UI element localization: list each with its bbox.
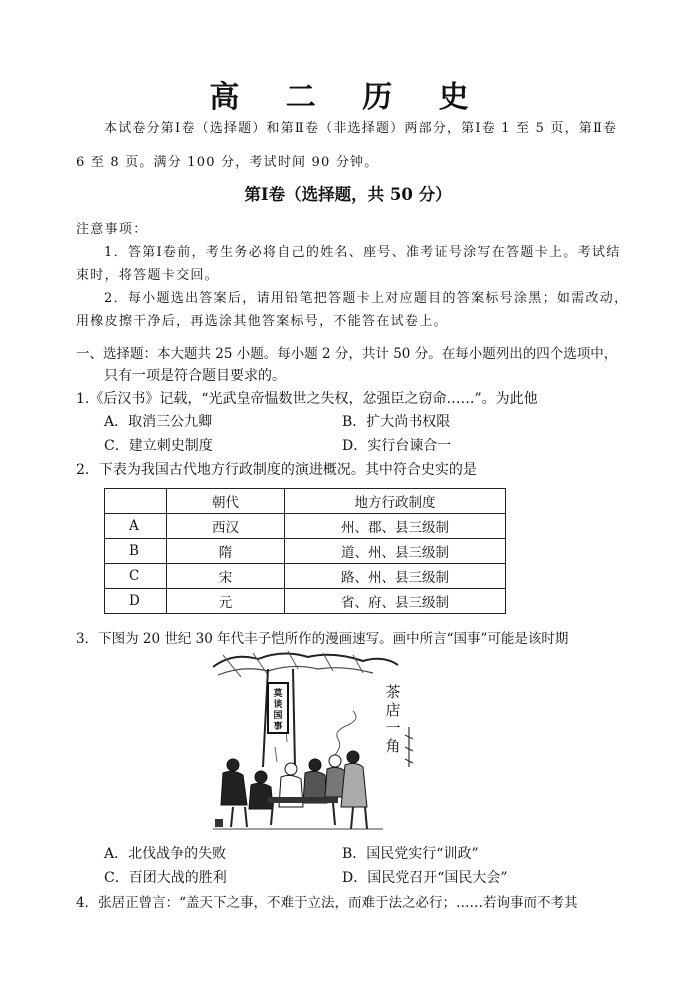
table-cell: C xyxy=(105,564,167,589)
table-cell: 道、州、县三级制 xyxy=(285,539,506,564)
question-1-option-b: B．扩大尚书权限 xyxy=(342,414,451,430)
table-cell: 元 xyxy=(167,589,285,614)
question-1-option-a: A．取消三公九卿 xyxy=(104,414,213,430)
part1-title: 第Ⅰ卷（选择题，共 50 分） xyxy=(244,185,452,204)
question-1-option-d: D．实行台谏合一 xyxy=(342,438,452,454)
cartoon-illustration xyxy=(213,647,423,837)
table-cell: B xyxy=(105,539,167,564)
table-cell: 路、州、县三级制 xyxy=(285,564,506,589)
notice-heading: 注意事项： xyxy=(76,222,148,237)
question-3-option-d: D．国民党召开“国民大会” xyxy=(342,870,508,886)
table-header-cell xyxy=(105,489,167,514)
seal-stamp xyxy=(215,819,223,827)
question-1-stem: 1.《后汉书》记载，“光武皇帝愠数世之失权，忿强臣之窃命……”。为此他 xyxy=(76,391,538,407)
caption-char: 一 xyxy=(385,719,401,737)
sign-char: 国 xyxy=(273,711,283,721)
question-3-stem: 3．下图为 20 世纪 30 年代丰子恺所作的漫画速写。画中所言“国事”可能是该时期 xyxy=(76,631,569,647)
table-header-cell: 朝代 xyxy=(167,489,285,514)
question-3-option-b: B．国民党实行“训政” xyxy=(342,846,479,862)
table-row xyxy=(105,514,506,539)
table-cell: 西汉 xyxy=(167,514,285,539)
caption-char: 店 xyxy=(385,701,401,719)
caption-char: 茶 xyxy=(385,683,401,701)
cartoon-sign xyxy=(273,687,282,732)
intro-line-1: 本试卷分第Ⅰ卷（选择题）和第Ⅱ卷（非选择题）两部分，第Ⅰ卷 1 至 5 页，第Ⅱ卷 xyxy=(104,121,618,136)
notice-2-line-2: 用橡皮擦干净后，再选涂其他答案标号，不能答在试卷上。 xyxy=(76,314,448,329)
table-cell: 省、府、县三级制 xyxy=(285,589,506,614)
table-header-row xyxy=(105,489,506,514)
table-cell: 隋 xyxy=(167,539,285,564)
section1-line-1: 一、选择题：本大题共 25 小题。每小题 2 分，共计 50 分。在每小题列出的四个选项中， xyxy=(76,346,618,362)
table-header-cell: 地方行政制度 xyxy=(285,489,506,514)
section1-line-2: 只有一项是符合题目要求的。 xyxy=(104,368,286,384)
table-cell: 州、郡、县三级制 xyxy=(285,514,506,539)
notice-2-line-1: 2．每小题选出答案后，请用铅笔把答题卡上对应题目的答案标号涂黑；如需改动， xyxy=(104,291,629,306)
question-2-stem: 2．下表为我国古代地方行政制度的演进概况。其中符合史实的是 xyxy=(76,462,477,478)
cartoon-caption xyxy=(385,683,400,755)
signature-mark xyxy=(405,727,413,767)
sign-char: 谈 xyxy=(273,700,283,710)
table-row xyxy=(105,539,506,564)
admin-system-table xyxy=(104,488,506,614)
question-4-stem: 4．张居正曾言：“盖天下之事，不难于立法，而难于法之必行；……若询事而不考其 xyxy=(76,895,578,911)
sign-char: 事 xyxy=(273,722,283,732)
table-cell: 宋 xyxy=(167,564,285,589)
table-row xyxy=(105,589,506,614)
question-3-option-c: C．百团大战的胜利 xyxy=(104,870,227,886)
page-title: 高 二 历 史 xyxy=(209,80,487,115)
caption-char: 角 xyxy=(385,737,401,755)
notice-1-line-1: 1．答第Ⅰ卷前，考生务必将自己的姓名、座号、准考证号涂写在答题卡上。考试结 xyxy=(104,245,621,260)
table-row xyxy=(105,564,506,589)
table-cell: A xyxy=(105,514,167,539)
notice-1-line-2: 束时，将答题卡交回。 xyxy=(76,268,220,283)
sign-char: 莫 xyxy=(273,689,283,699)
question-1-option-c: C．建立刺史制度 xyxy=(104,438,213,454)
intro-line-2: 6 至 8 页。满分 100 分，考试时间 90 分钟。 xyxy=(76,155,379,170)
question-3-option-a: A．北伐战争的失败 xyxy=(104,846,227,862)
table-cell: D xyxy=(105,589,167,614)
